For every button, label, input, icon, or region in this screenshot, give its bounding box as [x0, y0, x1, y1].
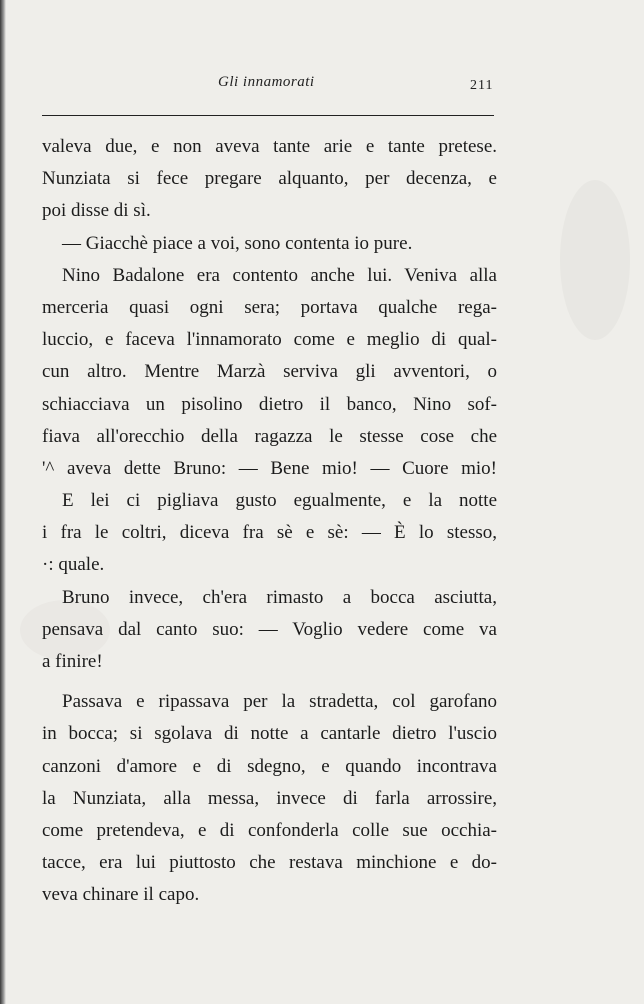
text-line: E lei ci pigliava gusto egualmente, e la notte — [62, 490, 497, 512]
text-line: Nino Badalone era contento anche lui. Veniva alla — [62, 264, 497, 286]
text-line: schiacciava un pisolino dietro il banco, Nino sof- — [42, 393, 497, 415]
text-line: cun altro. Mentre Marzà serviva gli avventori, o — [42, 361, 497, 383]
header-rule — [42, 115, 494, 116]
text-line: valeva due, e non aveva tante arie e tante pretese. — [42, 136, 497, 157]
text-line: luccio, e faceva l'innamorato come e meglio di qual- — [42, 329, 497, 351]
running-title: Gli innamorati — [218, 74, 315, 90]
page-binding-shadow — [0, 0, 6, 1004]
text-line: la Nunziata, alla messa, invece di farla arrossire, — [42, 787, 497, 809]
paragraph-gap — [42, 678, 497, 686]
text-line: in bocca; si sgolava di notte a cantarle dietro l'uscio — [42, 723, 497, 745]
text-line: veva chinare il capo. — [42, 884, 200, 906]
text-line: come pretendeva, e di confonderla colle sue occhia- — [42, 819, 497, 841]
text-line: a finire! — [42, 651, 103, 672]
text-line: merceria quasi ogni sera; portava qualche rega- — [42, 296, 497, 318]
page-number: 211 — [470, 78, 494, 93]
text-line: ·: quale. — [42, 554, 105, 576]
text-line: poi disse di sì. — [42, 200, 151, 222]
running-head — [0, 74, 644, 96]
text-line: canzoni d'amore e di sdegno, e quando incontrava — [42, 755, 497, 777]
text-line: '^ aveva dette Bruno: — Bene mio! — Cuore mio! — [42, 457, 497, 479]
text-line: i fra le coltri, diceva fra sè e sè: — È lo stesso, — [42, 522, 497, 544]
text-line: Passava e ripassava per la stradetta, col garofano — [62, 691, 497, 713]
text-line: — Giacchè piace a voi, sono contenta io pure. — [62, 232, 413, 254]
body-text — [42, 131, 497, 912]
paper-stain — [560, 180, 630, 340]
text-line: Bruno invece, ch'era rimasto a bocca asciutta, — [62, 586, 497, 608]
text-line: fiava all'orecchio della ragazza le stesse cose che — [42, 425, 497, 447]
text-line: tacce, era lui piuttosto che restava minchione e do- — [42, 852, 497, 874]
text-line: pensava dal canto suo: — Voglio vedere come va — [42, 618, 497, 640]
text-line: Nunziata si fece pregare alquanto, per decenza, e — [42, 168, 497, 190]
